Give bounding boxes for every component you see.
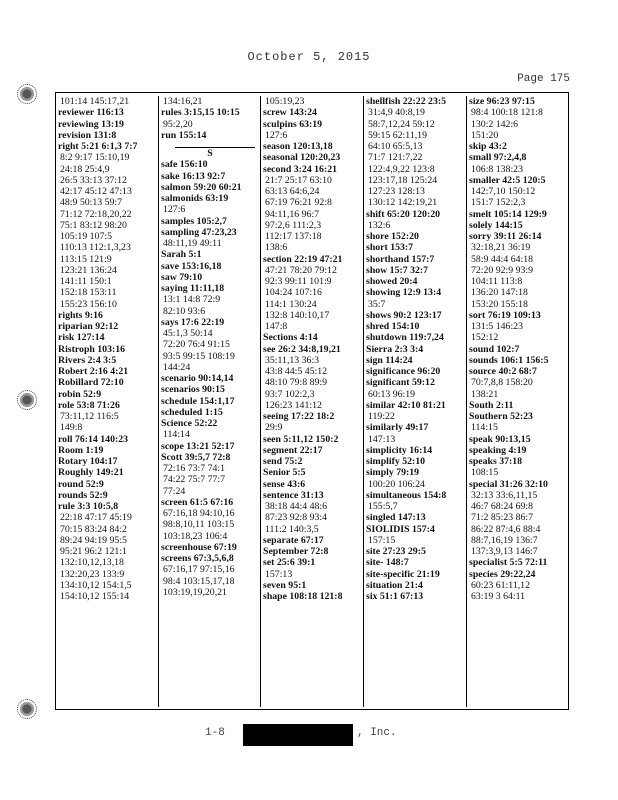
index-continuation: 42:17 45:12 47:13 xyxy=(60,186,132,197)
index-entry: source 40:2 68:7 xyxy=(469,366,537,377)
index-continuation: 24:18 25:4,9 xyxy=(60,163,110,175)
punch-hole-icon xyxy=(17,390,37,410)
index-continuation: 98:8,10,11 103:15 xyxy=(163,519,235,531)
index-column-5 xyxy=(466,96,569,707)
index-entry: send 75:2 xyxy=(263,456,303,467)
index-continuation: 104:24 107:16 xyxy=(265,287,322,299)
index-entry: South 2:11 xyxy=(469,399,514,411)
index-continuation: 88:7,16,19 136:7 xyxy=(471,534,538,546)
index-entry: scope 13:21 52:17 xyxy=(161,440,235,452)
index-entry: site- 148:7 xyxy=(366,557,409,569)
index-entry: shift 65:20 120:20 xyxy=(366,208,441,220)
index-continuation: 89:24 94:19 95:5 xyxy=(60,534,127,546)
index-continuation: 71:7 121:7,22 xyxy=(368,152,423,164)
index-entry: Robillard 72:10 xyxy=(58,377,124,389)
index-continuation: 72:20 76:4 91:15 xyxy=(163,339,230,351)
index-entry: shellfish 22:22 23:5 xyxy=(366,96,447,107)
section-divider xyxy=(175,141,255,148)
index-entry: scenario 90:14,14 xyxy=(161,373,234,384)
index-continuation: 127:6 xyxy=(163,204,186,216)
index-entry: section 22:19 47:21 xyxy=(263,253,343,265)
index-continuation: 110:13 112:1,3,23 xyxy=(60,242,131,254)
index-continuation: 142:7,10 150:12 xyxy=(471,186,536,197)
index-continuation: 151:7 152:2,3 xyxy=(471,197,526,209)
index-entry: SIOLIDIS 157:4 xyxy=(366,523,435,535)
index-entry: sort 76:19 109:13 xyxy=(469,309,541,321)
index-continuation: 132:20,23 133:9 xyxy=(60,568,125,580)
index-entry: simultaneous 154:8 xyxy=(366,489,447,501)
index-continuation: 105:19 107:5 xyxy=(60,231,112,242)
index-entry: right 5:21 6:1,3 7:7 xyxy=(58,141,138,152)
index-continuation: 82:10 93:6 xyxy=(163,305,206,317)
page-number: Page 175 xyxy=(517,73,570,85)
header-date: October 5, 2015 xyxy=(247,50,371,64)
index-continuation: 32:18,21 36:19 xyxy=(471,242,531,254)
index-entry: sampling 47:23,23 xyxy=(161,226,237,238)
index-continuation: 137:3,9,13 146:7 xyxy=(471,546,538,557)
index-column-3 xyxy=(260,96,363,707)
index-entry: risk 127:14 xyxy=(58,332,105,344)
index-continuation: 111:2 140:3,5 xyxy=(265,523,319,535)
index-continuation: 152:12 xyxy=(471,332,499,344)
section-letter: S xyxy=(207,148,213,159)
index-table xyxy=(55,92,569,710)
index-entry: showing 12:9 13:4 xyxy=(366,287,442,299)
index-entry: reviewer 116:13 xyxy=(58,107,124,119)
index-continuation: 130:12 142:19,21 xyxy=(368,197,438,209)
index-continuation: 48:10 79:8 89:9 xyxy=(265,377,328,389)
index-entry: rights 9:16 xyxy=(58,309,103,321)
index-entry: screenhouse 67:19 xyxy=(161,541,237,553)
index-entry: six 51:1 67:13 xyxy=(366,591,424,602)
index-entry: shore 152:20 xyxy=(366,231,419,242)
index-continuation: 151:20 xyxy=(471,129,499,141)
index-entry: roll 76:14 140:23 xyxy=(58,433,129,445)
index-entry: saying 11:11,18 xyxy=(161,283,225,294)
index-entry: separate 67:17 xyxy=(263,534,324,546)
index-entry: sense 43:6 xyxy=(263,478,306,490)
index-continuation: 93:5 99:15 108:19 xyxy=(163,350,235,362)
index-entry: Scott 39:5,7 72:8 xyxy=(161,451,231,463)
index-continuation: 70:7,8,8 158:20 xyxy=(471,377,533,389)
index-continuation: 75:1 83:12 98:20 xyxy=(60,219,127,231)
index-continuation: 114:15 xyxy=(471,422,498,434)
index-entry: second 3:24 16:21 xyxy=(263,163,338,175)
index-entry: site 27:23 29:5 xyxy=(366,546,426,557)
index-continuation: 144:24 xyxy=(163,361,191,373)
index-continuation: 48:11,19 49:11 xyxy=(163,238,222,249)
index-continuation: 64:10 65:5,13 xyxy=(368,141,423,152)
footer-left-text: 1-8 xyxy=(205,727,225,739)
index-entry: simplify 52:10 xyxy=(366,456,426,467)
index-continuation: 71:2 85:23 86:7 xyxy=(471,512,534,524)
index-entry: shutdown 119:7,24 xyxy=(366,332,444,344)
index-continuation: 97:2,6 111:2,3 xyxy=(265,219,322,231)
index-continuation: 122:4,9,22 123:8 xyxy=(368,163,435,175)
index-continuation: 132:8 140:10,17 xyxy=(265,309,330,321)
index-column-2 xyxy=(158,96,261,707)
index-continuation: 94:11,16 96:7 xyxy=(265,208,320,220)
index-continuation: 112:17 137:18 xyxy=(265,231,322,242)
index-continuation: 130:2 142:6 xyxy=(471,118,519,130)
index-entry: singled 147:13 xyxy=(366,512,426,524)
index-continuation: 22:18 47:17 45:19 xyxy=(60,512,132,524)
index-entry: situation 21:4 xyxy=(366,579,423,591)
index-continuation: 98:4 100:18 121:8 xyxy=(471,107,543,119)
index-continuation: 13:1 14:8 72:9 xyxy=(163,294,221,306)
index-continuation: 59:15 62:11,19 xyxy=(368,129,427,141)
index-continuation: 74:22 75:7 77:7 xyxy=(163,474,226,486)
index-entry: show 15:7 32:7 xyxy=(366,264,429,276)
index-entry: solely 144:15 xyxy=(469,219,523,231)
index-entry: short 153:7 xyxy=(366,242,414,254)
index-entry: September 72:8 xyxy=(263,546,329,557)
index-continuation: 46:7 68:24 69:8 xyxy=(471,501,534,512)
index-entry: small 97:2,4,8 xyxy=(469,152,527,164)
index-entry: Sections 4:14 xyxy=(263,332,318,344)
index-entry: similarly 49:17 xyxy=(366,422,429,434)
index-entry: simply 79:19 xyxy=(366,467,420,479)
index-continuation: 63:19 3 64:11 xyxy=(471,591,526,602)
index-entry: species 29:22,24 xyxy=(469,568,536,580)
index-entry: says 17:6 22:19 xyxy=(161,316,225,328)
index-entry: rounds 52:9 xyxy=(58,489,108,501)
index-entry: similar 42:10 81:21 xyxy=(366,399,446,411)
index-entry: shred 154:10 xyxy=(366,321,420,332)
index-entry: specialist 5:5 72:11 xyxy=(469,557,548,569)
redaction-box xyxy=(243,724,353,746)
index-continuation: 32:13 33:6,11,15 xyxy=(471,489,538,501)
index-entry: screw 143:24 xyxy=(263,107,317,119)
index-entry: schedule 154:1,17 xyxy=(161,395,235,407)
index-continuation: 154:10,12 155:14 xyxy=(60,591,130,602)
index-entry: segment 22:17 xyxy=(263,444,323,456)
index-continuation: 67:16,17 97:15,16 xyxy=(163,564,235,576)
index-entry: sake 16:13 92:7 xyxy=(161,170,226,182)
index-entry: screen 61:5 67:16 xyxy=(161,496,234,508)
index-entry: save 153:16,18 xyxy=(161,260,222,272)
index-continuation: 134:16,21 xyxy=(163,96,203,107)
index-entry: Senior 5:5 xyxy=(263,467,306,479)
index-continuation: 138:21 xyxy=(471,388,499,400)
index-entry: Rotary 104:17 xyxy=(58,456,118,467)
index-entry: sound 102:7 xyxy=(469,343,520,355)
index-continuation: 119:22 xyxy=(368,411,395,422)
index-entry: Robert 2:16 4:21 xyxy=(58,366,129,377)
index-entry: Ristroph 103:16 xyxy=(58,343,126,355)
index-continuation: 127:23 128:13 xyxy=(368,186,425,197)
index-continuation: 38:18 44:4 48:6 xyxy=(265,501,328,512)
index-continuation: 48:9 50:13 59:7 xyxy=(60,197,123,209)
index-entry: salmon 59:20 60:21 xyxy=(161,181,242,193)
index-entry: skip 43:2 xyxy=(469,141,507,152)
index-entry: scheduled 1:15 xyxy=(161,406,223,418)
index-entry: smaller 42:5 120:5 xyxy=(469,174,546,186)
index-entry: Southern 52:23 xyxy=(469,411,533,422)
index-entry: special 31:26 32:10 xyxy=(469,478,548,490)
index-continuation: 29:9 xyxy=(265,422,283,434)
index-entry: role 53:8 71:26 xyxy=(58,399,120,411)
index-entry: speak 90:13,15 xyxy=(469,433,531,445)
index-continuation: 152:18 153:11 xyxy=(60,287,117,299)
index-entry: shape 108:18 121:8 xyxy=(263,591,343,602)
index-entry: Roughly 149:21 xyxy=(58,467,124,479)
punch-hole-icon xyxy=(17,84,37,104)
index-continuation: 134:10,12 154:1,5 xyxy=(60,579,132,591)
index-continuation: 58:9 44:4 64:18 xyxy=(471,253,534,265)
index-continuation: 86:22 87:4,6 88:4 xyxy=(471,523,541,535)
index-continuation: 123:17,18 125:24 xyxy=(368,174,438,186)
index-continuation: 147:13 xyxy=(368,433,396,445)
index-entry: seasonal 120:20,23 xyxy=(263,152,341,164)
index-continuation: 93:7 102:2,3 xyxy=(265,388,315,400)
index-continuation: 67:19 76:21 92:8 xyxy=(265,197,332,209)
index-continuation: 58:7,12,24 59:12 xyxy=(368,118,435,130)
index-continuation: 43:8 44:5 45:12 xyxy=(265,366,328,377)
index-entry: Science 52:22 xyxy=(161,418,218,429)
index-continuation: 153:20 155:18 xyxy=(471,298,528,310)
index-entry: robin 52:9 xyxy=(58,388,102,400)
index-continuation: 114:14 xyxy=(163,429,190,441)
index-entry: showed 20:4 xyxy=(366,276,418,287)
index-continuation: 8:2 9:17 15:10,19 xyxy=(60,152,130,164)
index-continuation: 95:21 96:2 121:1 xyxy=(60,546,127,557)
index-entry: riparian 92:12 xyxy=(58,321,119,332)
index-entry: salmonids 63:19 xyxy=(161,193,229,204)
index-entry: Sierra 2:3 3:4 xyxy=(366,343,424,355)
index-continuation: 108:15 xyxy=(471,467,499,479)
index-entry: shows 90:2 123:17 xyxy=(366,309,442,321)
index-entry: rules 3:15,15 10:15 xyxy=(161,107,240,119)
index-continuation: 149:8 xyxy=(60,422,83,434)
index-continuation: 77:24 xyxy=(163,485,186,497)
index-continuation: 71:12 72:18,20,22 xyxy=(60,208,132,220)
index-entry: run 155:14 xyxy=(161,129,207,141)
index-continuation: 103:18,23 106:4 xyxy=(163,530,228,542)
index-continuation: 98:4 103:15,17,18 xyxy=(163,575,235,587)
index-continuation: 70:15 83:24 84:2 xyxy=(60,523,127,535)
index-entry: Sarah 5:1 xyxy=(161,249,202,261)
index-continuation: 155:5,7 xyxy=(368,501,398,512)
index-entry: see 26:2 34:8,19,21 xyxy=(263,343,341,355)
index-continuation: 95:2,20 xyxy=(163,118,193,130)
index-entry: Rivers 2:4 3:5 xyxy=(58,354,117,366)
index-entry: round 52:9 xyxy=(58,478,104,490)
index-entry: seeing 17:22 18:2 xyxy=(263,411,335,422)
index-continuation: 132:10,12,13,18 xyxy=(60,557,124,569)
index-continuation: 100:20 106:24 xyxy=(368,478,425,490)
index-entry: revision 131:8 xyxy=(58,129,117,141)
index-entry: scenarios 90:15 xyxy=(161,384,225,396)
index-entry: sign 114:24 xyxy=(366,354,413,366)
index-column-1 xyxy=(56,96,158,707)
index-continuation: 155:23 156:10 xyxy=(60,298,117,310)
index-continuation: 63:13 64:6,24 xyxy=(265,186,320,197)
index-continuation: 72:16 73:7 74:1 xyxy=(163,463,226,474)
index-entry: rule 3:3 10:5,8 xyxy=(58,501,119,512)
index-entry: seen 5:11,12 150:2 xyxy=(263,433,339,445)
index-continuation: 92:3 99:11 101:9 xyxy=(265,276,332,287)
index-entry: speaks 37:18 xyxy=(469,456,523,467)
index-continuation: 131:5 146:23 xyxy=(471,321,523,332)
index-continuation: 35:11,13 36:3 xyxy=(265,354,320,366)
index-continuation: 126:23 141:12 xyxy=(265,399,322,411)
index-entry: screens 67:3,5,6,8 xyxy=(161,553,234,564)
index-entry: sorry 39:11 26:14 xyxy=(469,231,542,242)
index-continuation: 26:5 33:13 37:12 xyxy=(60,174,127,186)
index-entry: set 25:6 39:1 xyxy=(263,557,316,569)
index-continuation: 47:21 78:20 79:12 xyxy=(265,264,337,276)
index-continuation: 60:23 61:11,12 xyxy=(471,579,530,591)
index-continuation: 127:6 xyxy=(265,129,288,141)
index-continuation: 147:8 xyxy=(265,321,288,332)
index-entry: seven 95:1 xyxy=(263,579,307,591)
index-continuation: 103:19,19,20,21 xyxy=(163,586,227,598)
index-continuation: 67:16,18 94:10,16 xyxy=(163,508,235,519)
index-entry: speaking 4:19 xyxy=(469,444,527,456)
index-entry: shorthand 157:7 xyxy=(366,253,435,265)
index-continuation: 114:1 130:24 xyxy=(265,298,317,310)
index-continuation: 136:20 147:18 xyxy=(471,287,528,299)
index-continuation: 31:4,9 40:8,19 xyxy=(368,107,425,119)
footer-right-text: , Inc. xyxy=(357,727,397,739)
index-entry: sentence 31:13 xyxy=(263,489,324,501)
index-continuation: 73:11,12 116:5 xyxy=(60,411,119,422)
index-entry: site-specific 21:19 xyxy=(366,568,440,580)
index-entry: simplicity 16:14 xyxy=(366,444,433,456)
index-continuation: 45:1,3 50:14 xyxy=(163,328,213,339)
index-continuation: 113:15 121:9 xyxy=(60,253,112,265)
index-continuation: 87:23 92:8 93:4 xyxy=(265,512,328,524)
index-entry: reviewing 13:19 xyxy=(58,118,124,130)
index-column-4 xyxy=(363,96,466,707)
index-continuation: 35:7 xyxy=(368,298,386,310)
index-continuation: 123:21 136:24 xyxy=(60,264,117,276)
index-continuation: 157:15 xyxy=(368,534,396,546)
index-entry: Room 1:19 xyxy=(58,444,104,456)
index-continuation: 104:11 113:8 xyxy=(471,276,523,287)
index-entry: safe 156:10 xyxy=(161,159,208,171)
index-entry: significant 59:12 xyxy=(366,377,435,389)
index-continuation: 105:19,23 xyxy=(265,96,305,107)
index-entry: smelt 105:14 129:9 xyxy=(469,208,547,220)
index-entry: sounds 106:1 156:5 xyxy=(469,354,549,366)
index-entry: significance 96:20 xyxy=(366,366,441,377)
index-entry: sculpins 63:19 xyxy=(263,118,323,130)
index-continuation: 101:14 145:17,21 xyxy=(60,96,130,107)
footer xyxy=(0,724,618,748)
index-entry: samples 105:2,7 xyxy=(161,215,227,227)
index-continuation: 157:13 xyxy=(265,568,293,580)
index-continuation: 106:8 138:23 xyxy=(471,163,523,175)
index-continuation: 21:7 25:17 63:10 xyxy=(265,174,332,186)
index-entry: size 96:23 97:15 xyxy=(469,96,535,107)
index-continuation: 60:13 96:19 xyxy=(368,388,416,400)
index-continuation: 138:6 xyxy=(265,242,288,254)
index-entry: saw 79:10 xyxy=(161,271,203,283)
index-entry: season 120:13,18 xyxy=(263,141,333,152)
punch-hole-icon xyxy=(17,699,37,719)
index-continuation: 72:20 92:9 93:9 xyxy=(471,264,534,276)
index-continuation: 132:6 xyxy=(368,219,391,231)
index-continuation: 141:11 150:1 xyxy=(60,276,112,287)
